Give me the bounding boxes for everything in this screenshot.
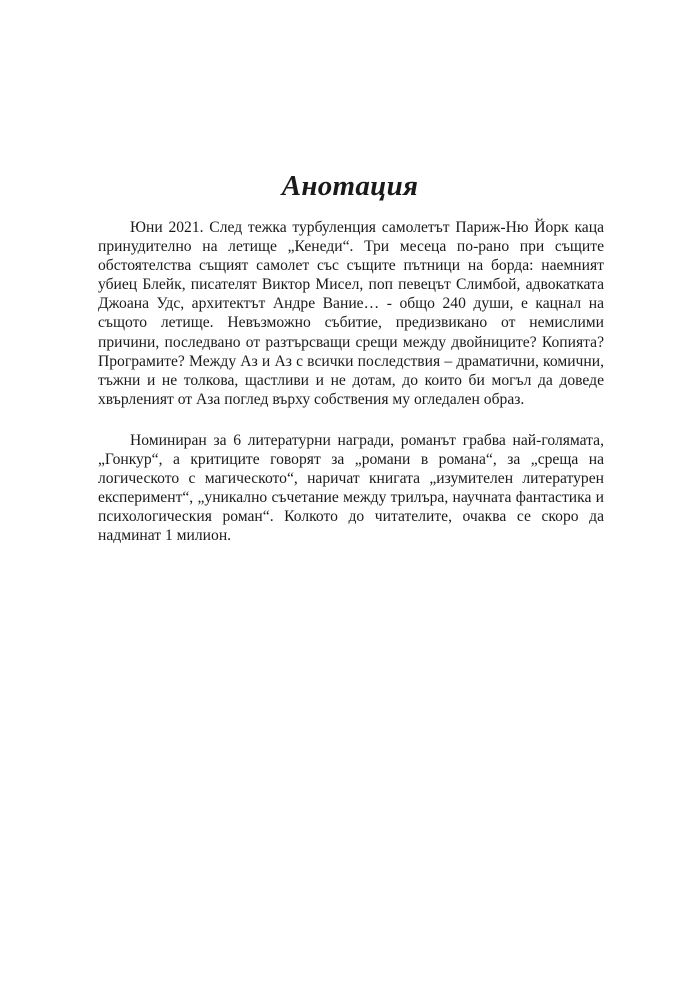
page-title: Анотация <box>281 170 419 202</box>
synopsis-paragraph: Юни 2021. След тежка турбуленция самолетът Париж-Ню Йорк каца принудително на летище „Кенеди“. Три месеца по-рано при същите обстоятелства същият самолет със същите пътници на борда: наемният убиец Блейк, писателят Виктор Мисел, поп певецът Слимбой, адвокатката Джоана Удс, архитектът Андре Вание… - общо 240 души, е кацнал на същото летище. Невъзможно събитие, предизвикано от немислими причини, последвано от разтърсващи срещи между двойниците? Копията? Програмите? Между Аз и Аз с всички последствия – драматични, комични, тъжни и не толкова, щастливи и не дотам, до които би могъл да доведе хвърленият от Аза поглед върху собствения му огледален образ. <box>98 219 604 408</box>
awards-paragraph: Номиниран за 6 литературни награди, романът грабва най-голямата, „Гонкур“, а критиците говорят за „романи в романа“, за „среща на логическото с магическото“, наричат книгата „изумителен литературен експеримент“, „уникално съчетание между трилъра, научната фантастика и психологическия роман“. Колкото до читателите, очаква се скоро да надминат 1 милион. <box>98 432 604 545</box>
